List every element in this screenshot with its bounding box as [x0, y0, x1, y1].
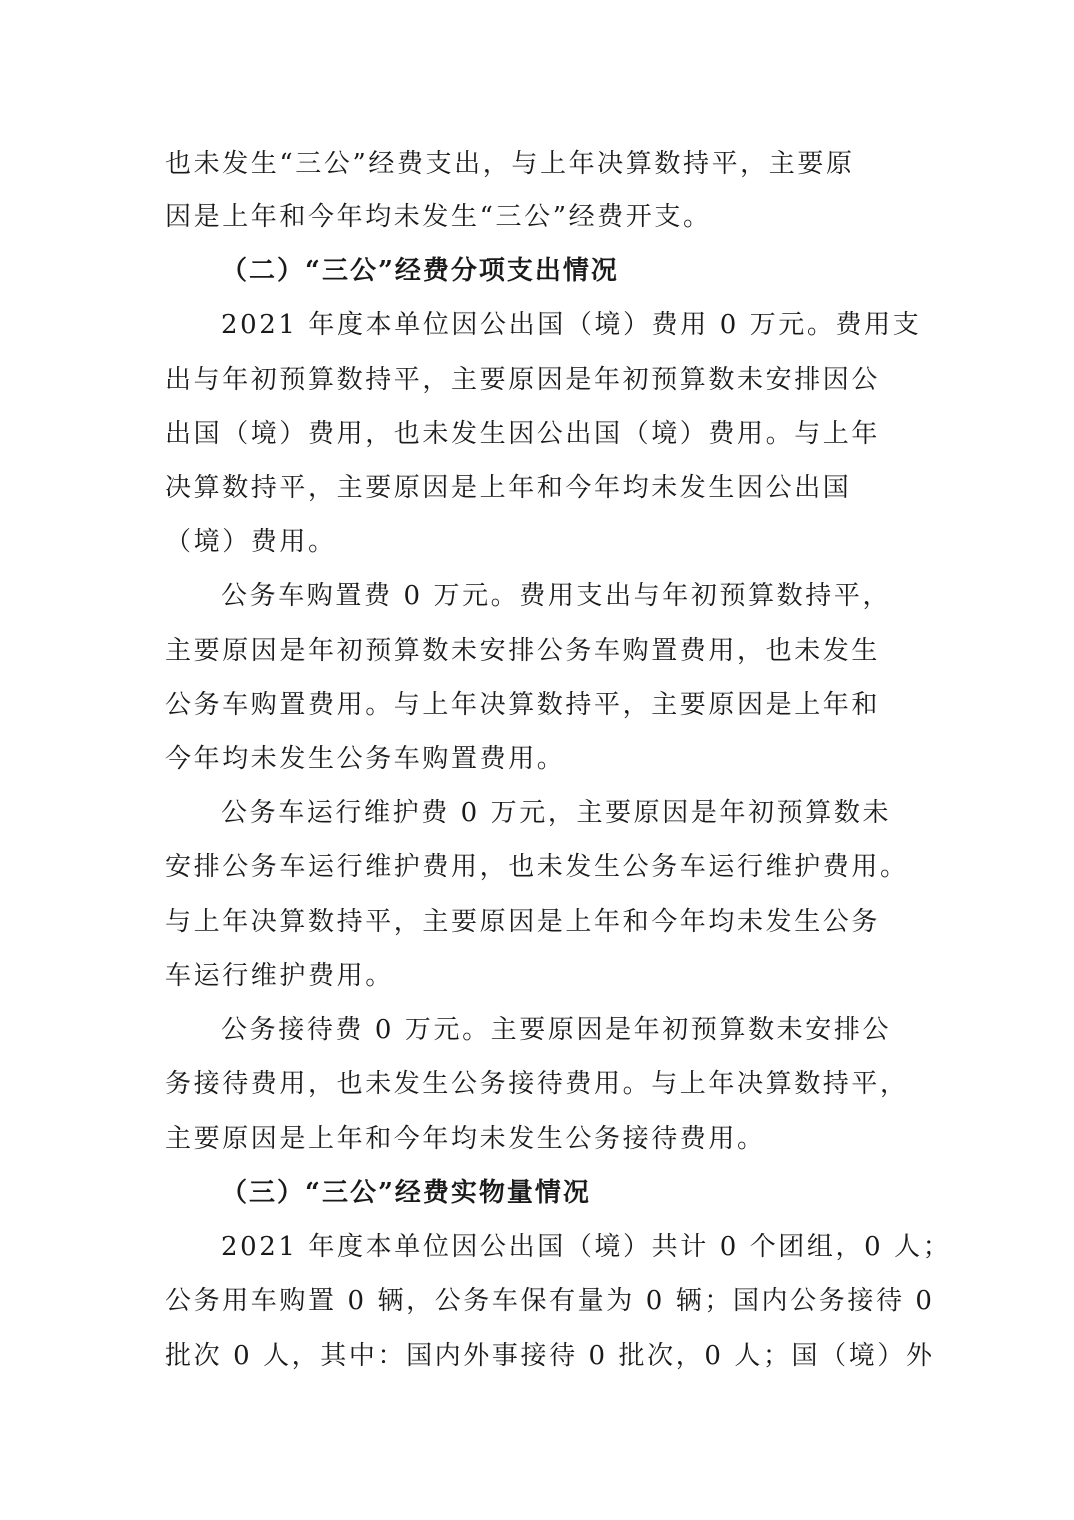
paragraph-line: 安排公务车运行维护费用，也未发生公务车运行维护费用。 [165, 852, 909, 882]
paragraph-line: 批次 0 人，其中：国内外事接待 0 批次，0 人；国（境）外 [165, 1341, 935, 1371]
paragraph-line: 公务用车购置 0 辆，公务车保有量为 0 辆；国内公务接待 0 [165, 1286, 935, 1316]
paragraph-line: 车运行维护费用。 [165, 961, 394, 991]
paragraph-line: 决算数持平，主要原因是上年和今年均未发生因公出国 [165, 473, 852, 503]
paragraph-line: 2021 年度本单位因公出国（境）共计 0 个团组，0 人； [221, 1232, 952, 1262]
paragraph-line: 务接待费用，也未发生公务接待费用。与上年决算数持平， [165, 1069, 909, 1099]
paragraph-line: 公务接待费 0 万元。主要原因是年初预算数未安排公 [221, 1015, 892, 1045]
paragraph-line: 公务车运行维护费 0 万元，主要原因是年初预算数未 [221, 798, 892, 828]
paragraph-line: 公务车购置费 0 万元。费用支出与年初预算数持平， [221, 581, 892, 611]
paragraph-line: 出国（境）费用，也未发生因公出国（境）费用。与上年 [165, 419, 881, 449]
paragraph-line: （境）费用。 [165, 527, 337, 557]
paragraph-line: 也未发生“三公”经费支出，与上年决算数持平，主要原 [165, 149, 855, 179]
paragraph-line: 公务车购置费用。与上年决算数持平，主要原因是上年和 [165, 690, 881, 720]
section-heading: （二）“三公”经费分项支出情况 [221, 256, 619, 286]
paragraph-line: 今年均未发生公务车购置费用。 [165, 744, 566, 774]
paragraph-line: 主要原因是年初预算数未安排公务车购置费用，也未发生 [165, 636, 881, 666]
paragraph-line: 主要原因是上年和今年均未发生公务接待费用。 [165, 1124, 766, 1154]
paragraph-line: 出与年初预算数持平，主要原因是年初预算数未安排因公 [165, 365, 881, 395]
paragraph-line: 与上年决算数持平，主要原因是上年和今年均未发生公务 [165, 907, 881, 937]
section-heading: （三）“三公”经费实物量情况 [221, 1178, 591, 1208]
paragraph-line: 2021 年度本单位因公出国（境）费用 0 万元。费用支 [221, 310, 922, 340]
paragraph-line: 因是上年和今年均未发生“三公”经费开支。 [165, 202, 712, 232]
